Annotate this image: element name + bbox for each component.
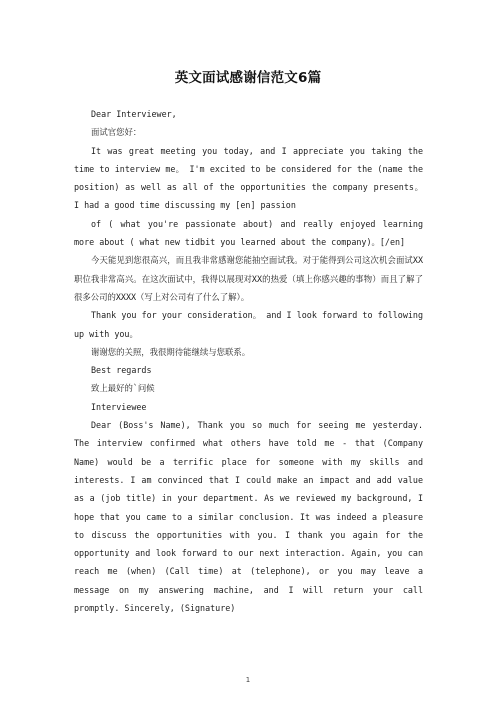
paragraph-greeting-zh: 面试官您好： [91, 127, 142, 138]
paragraph-thanks-en: Thank you for your consideration。 and I look forward to following up with you。 [74, 310, 423, 339]
document-body [74, 105, 423, 617]
paragraph-thanks-zh: 谢谢您的关照，我很期待能继续与您联系。 [91, 346, 251, 357]
paragraph-signature: Interviewee [91, 401, 147, 412]
paragraph-body-en-2: of ( what you're passionate about) and really enjoyed learning more about ( what new tidbit you learned about the company)。[/en] [74, 218, 423, 248]
paragraph-letter-2: Dear (Boss's Name), Thank you so much for seeing me yesterday. The interview confirmed what others have told me - that (Company Name) would be a terrific place for someone with my skills and interests. I am convinced that I could make an impact and add value as a (job title) in your department. As we reviewed my background, I hope that you came to a similar conclusion. It was indeed a pleasure to discuss the opportunities with you. I thank you again for the opportunity and look forward to our next interaction. Again, you can reach me (when) (Call time) at (telephone), or you may leave a message on my answering machine, and I will return your call promptly. Sincerely, (Signature) [74, 420, 423, 614]
paragraph-body-en-1: It was great meeting you today, and I appreciate you taking the time to interview me。 I'm excited to be considered for the (name the position) as well as all of the opportunities the company presents。 I had a good time discussing my [en] passion [74, 145, 423, 211]
document-title: 英文面试感谢信范文6篇 [174, 70, 322, 86]
page-number: 1 [245, 676, 251, 684]
paragraph-greeting-en: Dear Interviewer, [91, 109, 177, 119]
paragraph-closing-zh: 致上最好的`问候 [91, 383, 155, 394]
paragraph-body-zh: 今天能见到您很高兴，而且我非常感谢您能抽空面试我。对于能得到公司这次机会面试XX职位我非常高兴。在这次面试中，我得以展现对XX的热爱（填上你感兴趣的事物）而且了解了很多公司的XXXX（写上对公司有了什么了解）。 [74, 255, 423, 302]
paragraph-closing-en: Best regards [91, 365, 152, 376]
